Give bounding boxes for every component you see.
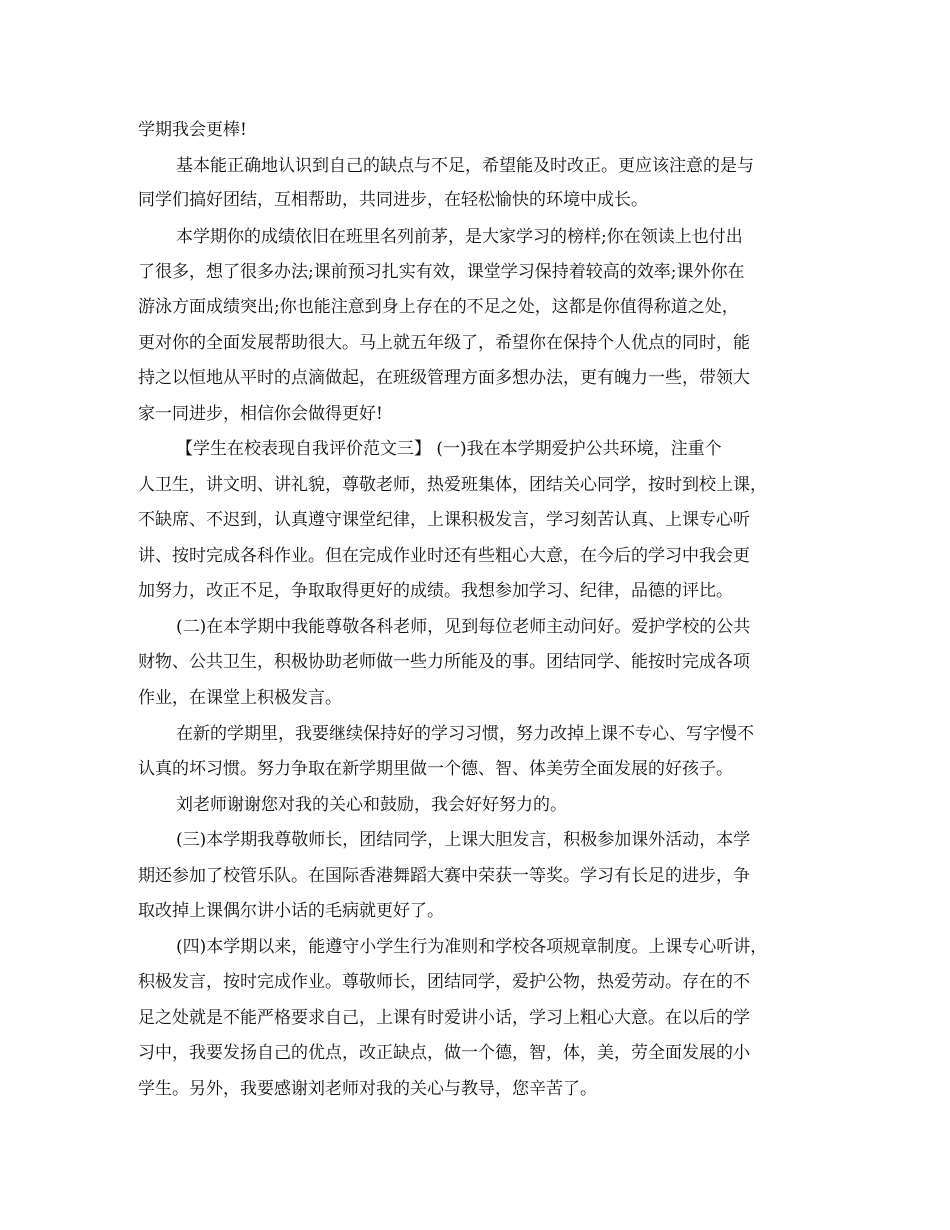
text-line: 了很多，想了很多办法;课前预习扎实有效，课堂学习保持着较高的效率;课外你在 (138, 262, 745, 282)
text-line: 游泳方面成绩突出;你也能注意到身上存在的不足之处，这都是你值得称道之处， (138, 297, 739, 317)
text-line: 讲、按时完成各科作业。但在完成作业时还有些粗心大意，在今后的学习中我会更 (138, 546, 750, 566)
text-line: 作业，在课堂上积极发言。 (138, 688, 342, 708)
text-line: (四)本学期以来，能遵守小学生行为准则和学校各项规章制度。上课专心听讲， (176, 937, 768, 957)
text-line: 习中，我要发扬自己的优点，改正缺点，做一个德，智，体，美，劳全面发展的小 (138, 1043, 750, 1063)
text-line: 积极发言，按时完成作业。尊敬师长，团结同学，爱护公物，热爱劳动。存在的不 (138, 972, 750, 992)
text-line: 更对你的全面发展帮助很大。马上就五年级了，希望你在保持个人优点的同时，能 (138, 333, 750, 353)
section-heading-line: 【学生在校表现自我评价范文三】 (一)我在本学期爱护公共环境，注重个 (176, 439, 722, 459)
text-line: 足之处就是不能严格要求自己，上课有时爱讲小话，学习上粗心大意。在以后的学 (138, 1008, 750, 1028)
text-line: 取改掉上课偶尔讲小话的毛病就更好了。 (138, 901, 444, 921)
text-line: 同学们搞好团结，互相帮助，共同进步，在轻松愉快的环境中成长。 (138, 190, 648, 210)
text-line: 加努力，改正不足，争取取得更好的成绩。我想参加学习、纪律，品德的评比。 (138, 581, 733, 601)
text-line: 在新的学期里，我要继续保持好的学习习惯，努力改掉上课不专心、写字慢不 (176, 724, 754, 744)
text-line: (二)在本学期中我能尊敬各科老师，见到每位老师主动问好。爱护学校的公共 (176, 617, 751, 637)
text-line: (三)本学期我尊敬师长，团结同学，上课大胆发言，积极参加课外活动，本学 (176, 830, 751, 850)
text-line: 持之以恒地从平时的点滴做起，在班级管理方面多想办法，更有魄力一些，带领大 (138, 368, 750, 388)
text-line: 本学期你的成绩依旧在班里名列前茅，是大家学习的榜样;你在领读上也付出 (176, 227, 743, 247)
text-line: 财物、公共卫生，积极协助老师做一些力所能及的事。团结同学、能按时完成各项 (138, 652, 750, 672)
text-line: 刘老师谢谢您对我的关心和鼓励，我会好好努力的。 (176, 795, 567, 815)
text-line: 人卫生，讲文明、讲礼貌，尊敬老师，热爱班集体，团结关心同学，按时到校上课， (138, 475, 767, 495)
text-line: 家一同进步，相信你会做得更好! (138, 404, 383, 424)
text-line: 认真的坏习惯。努力争取在新学期里做一个德、智、体美劳全面发展的好孩子。 (138, 759, 733, 779)
text-line: 不缺席、不迟到，认真遵守课堂纪律，上课积极发言，学习刻苦认真、上课专心听 (138, 510, 750, 530)
text-line: 基本能正确地认识到自己的缺点与不足，希望能及时改正。更应该注意的是与 (176, 156, 754, 176)
text-line: 期还参加了校管乐队。在国际香港舞蹈大赛中荣获一等奖。学习有长足的进步，争 (138, 866, 750, 886)
text-line: 学期我会更棒! (138, 120, 247, 140)
text-line: 学生。另外，我要感谢刘老师对我的关心与教导，您辛苦了。 (138, 1079, 597, 1099)
